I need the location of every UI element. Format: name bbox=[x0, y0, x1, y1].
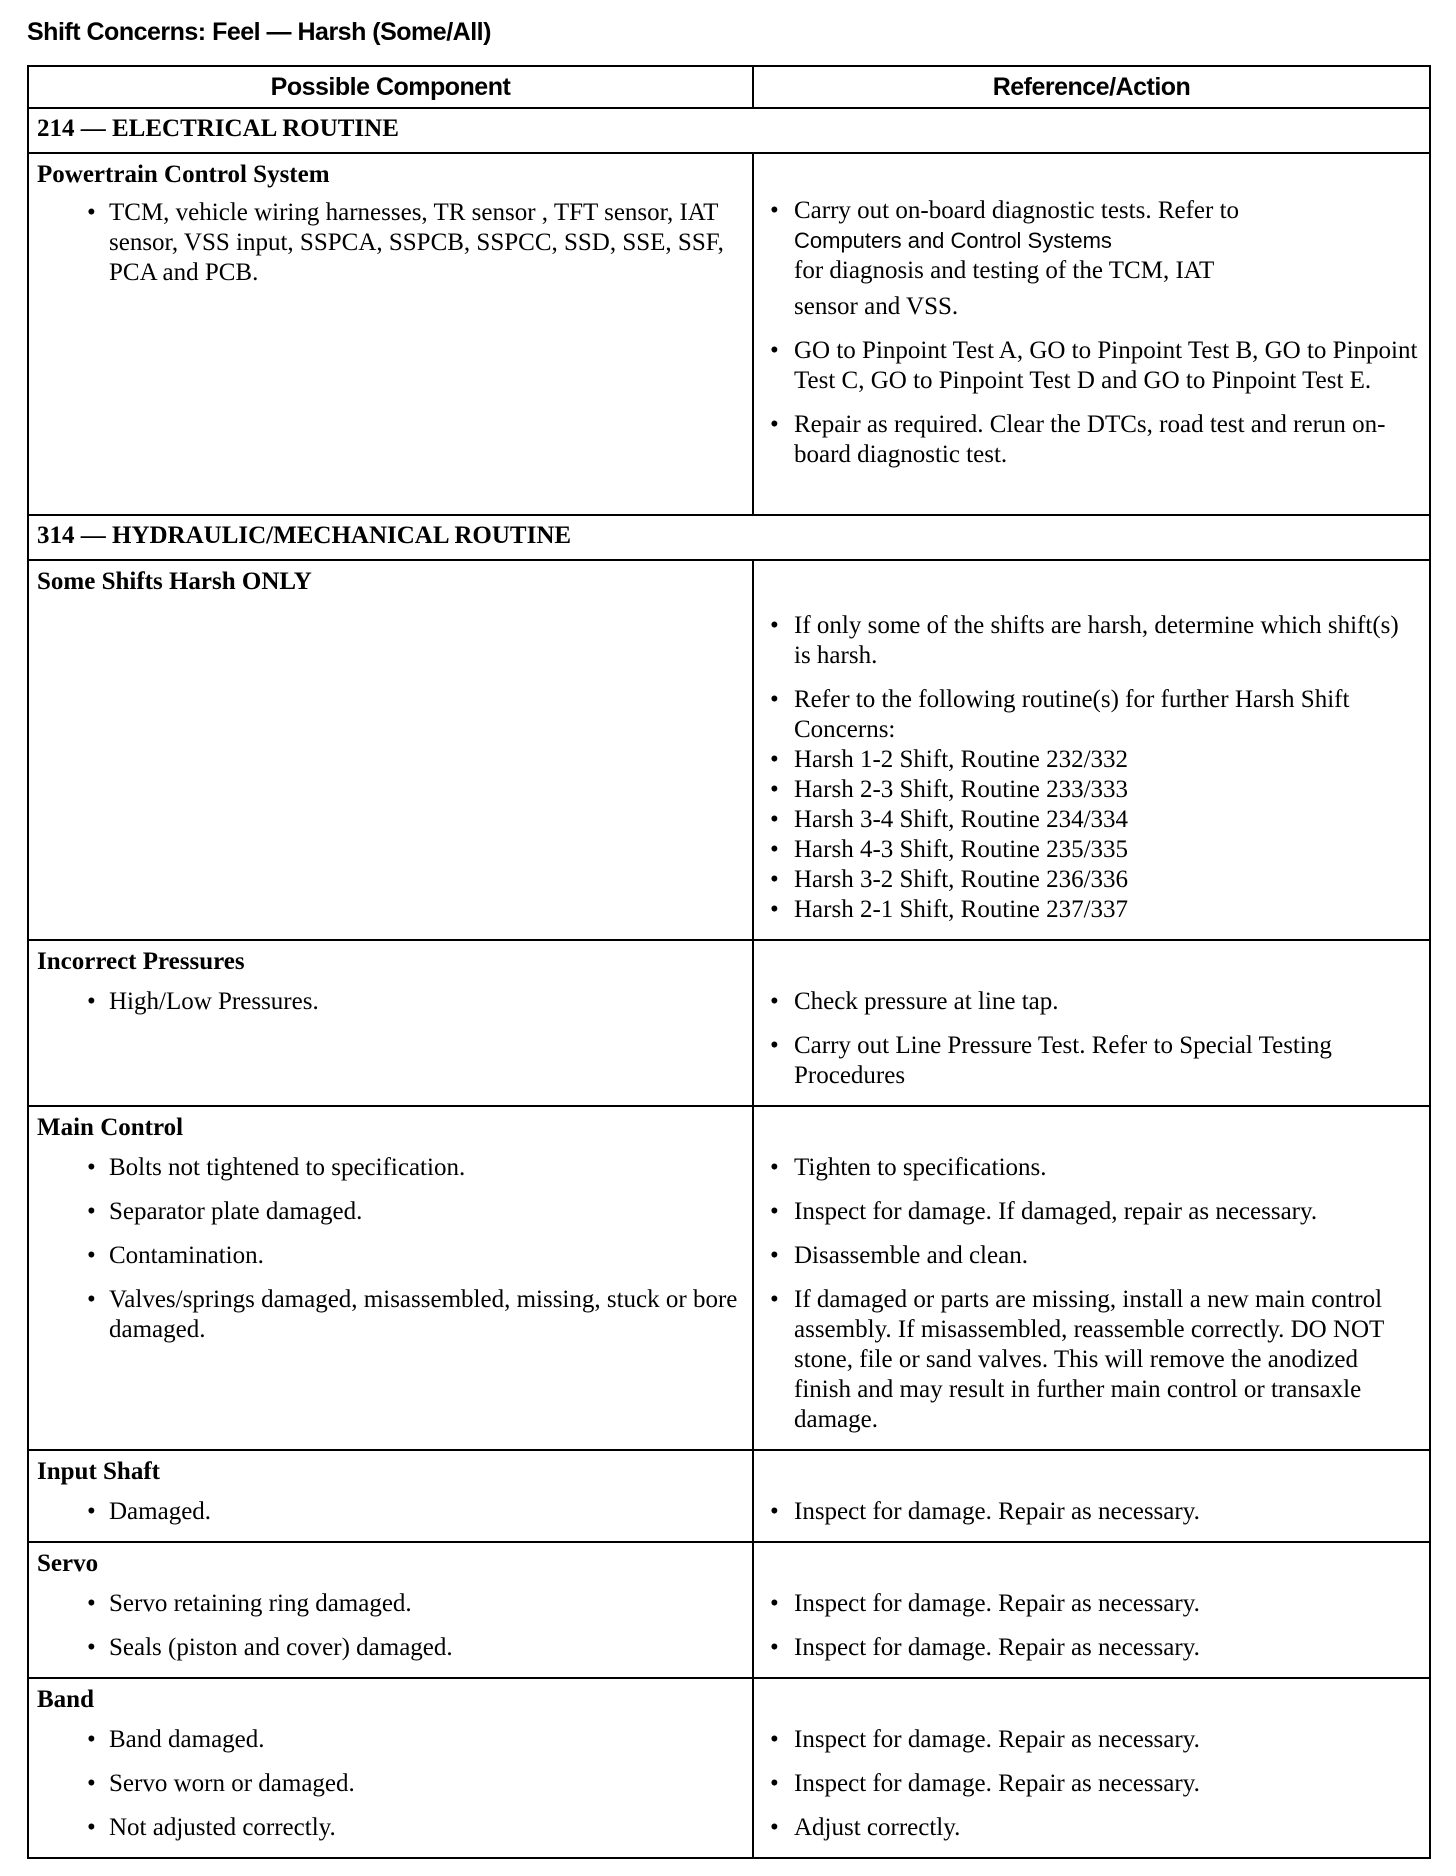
component-item: • Bolts not tightened to specification. bbox=[69, 1153, 752, 1183]
section-row bbox=[28, 515, 1430, 560]
table-row bbox=[28, 940, 1430, 1106]
table-row bbox=[28, 1678, 1430, 1858]
action-item: • GO to Pinpoint Test A, GO to Pinpoint Test B, GO to Pinpoint Test C, GO to Pinpoint Test D and GO to Pinpoint Test E. bbox=[758, 336, 1421, 396]
action-item: • Inspect for damage. Repair as necessary. bbox=[758, 1725, 1421, 1755]
component-item: • Servo retaining ring damaged. bbox=[69, 1589, 752, 1619]
diagnostic-table bbox=[27, 65, 1431, 1859]
component-item: • Valves/springs damaged, misassembled, missing, stuck or bore damaged. bbox=[69, 1285, 752, 1345]
action-item: • Repair as required. Clear the DTCs, road test and rerun on-board diagnostic test. bbox=[758, 410, 1421, 470]
page-title: Shift Concerns: Feel — Harsh (Some/All) bbox=[27, 18, 491, 46]
action-item: • Disassemble and clean. bbox=[758, 1241, 1421, 1271]
section-electrical: 214 — ELECTRICAL ROUTINE bbox=[28, 108, 1430, 153]
table-row bbox=[28, 1106, 1430, 1450]
component-name: Incorrect Pressures bbox=[37, 948, 245, 975]
action-item: • Inspect for damage. Repair as necessary. bbox=[758, 1497, 1421, 1527]
action-text: Carry out on-board diagnostic tests. Refer to bbox=[794, 197, 1240, 224]
action-item: • Check pressure at line tap. bbox=[758, 987, 1421, 1017]
table-row bbox=[28, 1542, 1430, 1678]
routine-item: • Harsh 1-2 Shift, Routine 232/332 bbox=[758, 745, 1421, 775]
routine-item: • Harsh 2-3 Shift, Routine 233/333 bbox=[758, 775, 1421, 805]
component-item: • Servo worn or damaged. bbox=[69, 1769, 752, 1799]
action-item bbox=[758, 196, 1421, 322]
component-name: Servo bbox=[37, 1550, 99, 1577]
table-row bbox=[28, 153, 1430, 515]
table-row bbox=[28, 1450, 1430, 1542]
component-name: Powertrain Control System bbox=[37, 161, 330, 188]
action-item: • If damaged or parts are missing, install a new main control assembly. If misassembled, reassemble correctly. DO NOT stone, file or sand valves. This will remove the anodized finish and may result in further main control or transaxle damage. bbox=[758, 1285, 1421, 1435]
section-hydraulic: 314 — HYDRAULIC/MECHANICAL ROUTINE bbox=[28, 515, 1430, 560]
routine-item: • Harsh 2-1 Shift, Routine 237/337 bbox=[758, 895, 1421, 925]
table-row bbox=[28, 560, 1430, 940]
action-item: • Adjust correctly. bbox=[758, 1813, 1421, 1843]
routine-item: • Harsh 3-4 Shift, Routine 234/334 bbox=[758, 805, 1421, 835]
component-name: Input Shaft bbox=[37, 1458, 160, 1485]
header-action: Reference/Action bbox=[753, 66, 1430, 108]
header-row bbox=[28, 66, 1430, 108]
action-item: • Tighten to specifications. bbox=[758, 1153, 1421, 1183]
component-item: • High/Low Pressures. bbox=[69, 987, 752, 1017]
component-item: • Contamination. bbox=[69, 1241, 752, 1271]
action-text: for diagnosis and testing of the TCM, IAT bbox=[794, 257, 1215, 284]
header-component: Possible Component bbox=[28, 66, 753, 108]
component-item: • Damaged. bbox=[69, 1497, 752, 1527]
action-item: • If only some of the shifts are harsh, determine which shift(s) is harsh. bbox=[758, 611, 1421, 671]
component-item: • Band damaged. bbox=[69, 1725, 752, 1755]
section-row bbox=[28, 108, 1430, 153]
action-item: • Carry out Line Pressure Test. Refer to Special Testing Procedures bbox=[758, 1031, 1421, 1091]
component-name: Some Shifts Harsh ONLY bbox=[37, 568, 312, 595]
action-item: • Inspect for damage. Repair as necessary. bbox=[758, 1769, 1421, 1799]
component-name: Band bbox=[37, 1686, 94, 1713]
action-item: • Inspect for damage. Repair as necessary. bbox=[758, 1633, 1421, 1663]
reference-link[interactable]: Computers and Control Systems bbox=[794, 228, 1112, 253]
action-item: • Inspect for damage. If damaged, repair as necessary. bbox=[758, 1197, 1421, 1227]
action-item: • Refer to the following routine(s) for further Harsh Shift Concerns: bbox=[758, 685, 1421, 745]
component-item: • Not adjusted correctly. bbox=[69, 1813, 752, 1843]
action-item: • Inspect for damage. Repair as necessary. bbox=[758, 1589, 1421, 1619]
action-text: sensor and VSS. bbox=[794, 293, 959, 320]
component-item: • TCM, vehicle wiring harnesses, TR sensor , TFT sensor, IAT sensor, VSS input, SSPCA, SSPCB, SSPCC, SSD, SSE, SSF, PCA and PCB. bbox=[69, 198, 752, 288]
component-item: • Seals (piston and cover) damaged. bbox=[69, 1633, 752, 1663]
routine-item: • Harsh 3-2 Shift, Routine 236/336 bbox=[758, 865, 1421, 895]
component-name: Main Control bbox=[37, 1114, 184, 1141]
component-item: • Separator plate damaged. bbox=[69, 1197, 752, 1227]
routine-item: • Harsh 4-3 Shift, Routine 235/335 bbox=[758, 835, 1421, 865]
